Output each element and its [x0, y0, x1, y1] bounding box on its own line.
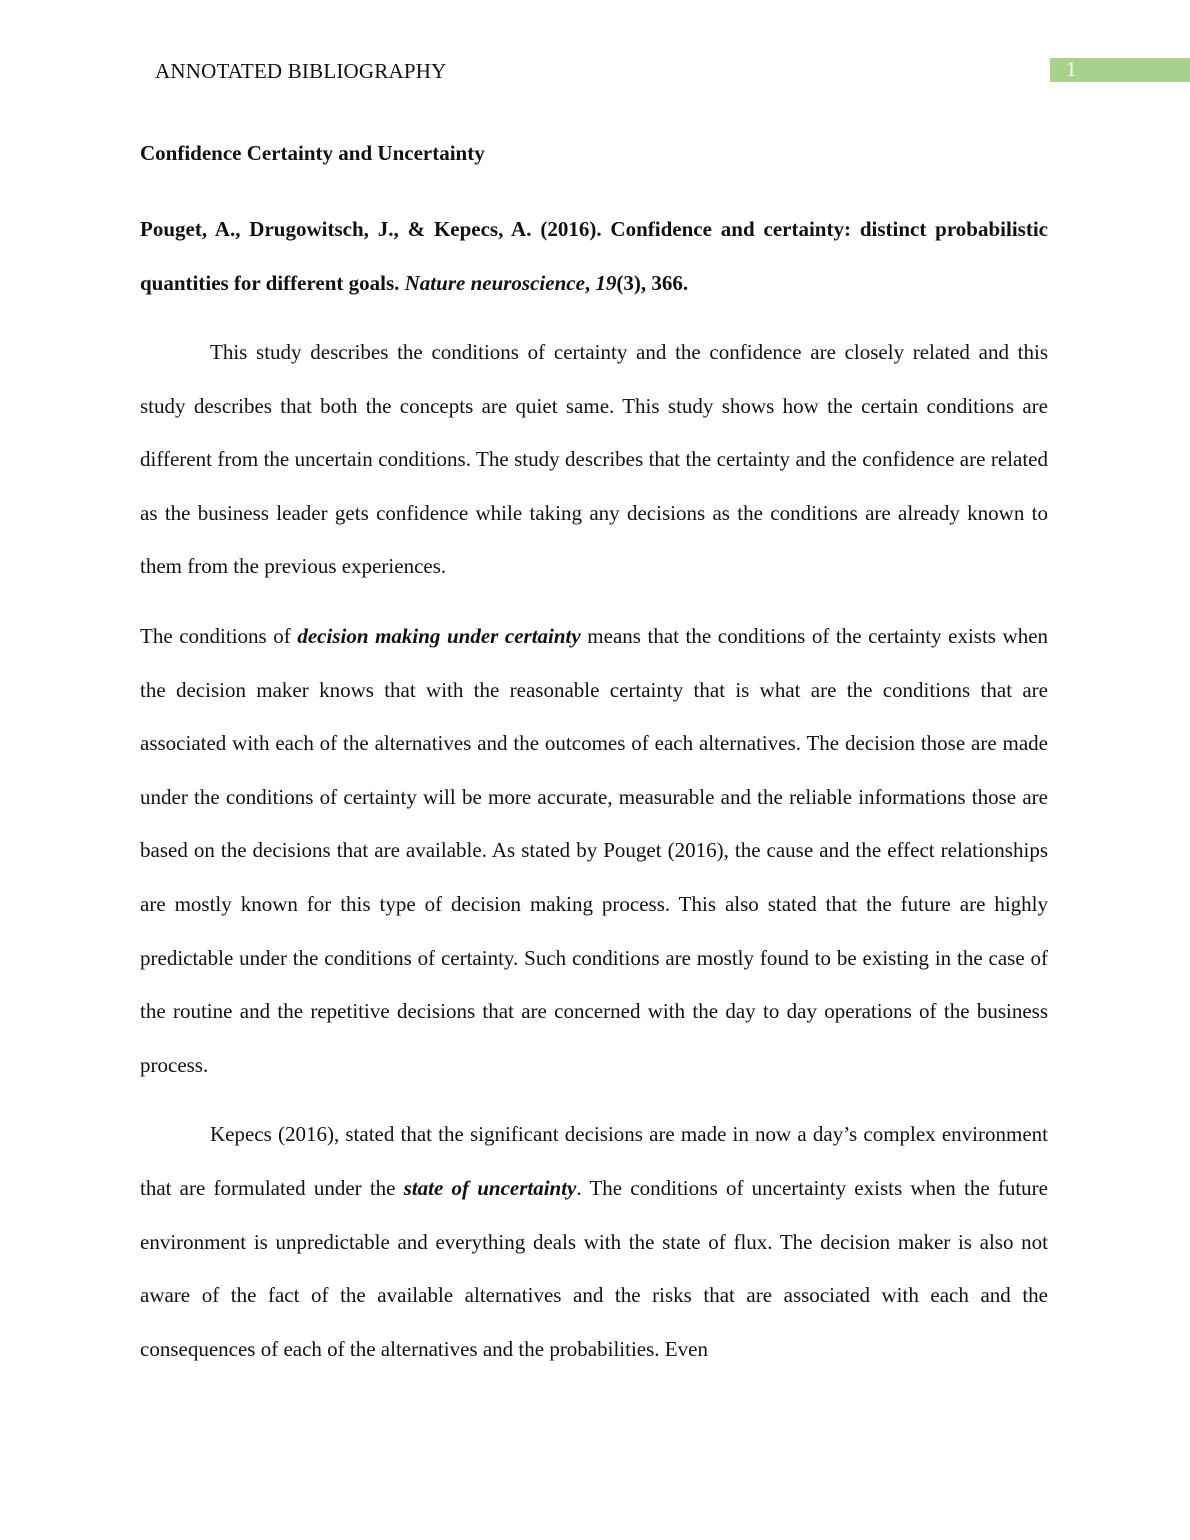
- citation-journal: Nature neuroscience: [404, 270, 585, 295]
- section-heading: Confidence Certainty and Uncertainty: [140, 141, 485, 165]
- page-number: 1: [1066, 57, 1077, 81]
- citation-separator: ,: [584, 270, 596, 295]
- paragraph-2: [140, 610, 1048, 1092]
- document-body: [140, 136, 1048, 1376]
- citation-volume: 19: [595, 270, 617, 295]
- paragraph-2-rest: means that the conditions of the certainty exists when the decision maker knows that with the reasonable certainty that is what are the conditions that are associated with each of the alternatives and the outcomes of each alternatives. The decision those are made under the conditions of certainty will be more accurate, measurable and the reliable informations those are based on the decisions that are available. As stated by Pouget (2016), the cause and the effect relationships are mostly known for this type of decision making process. This also stated that the future are highly predictable under the conditions of certainty. Such conditions are mostly found to be existing in the case of the routine and the repetitive decisions that are concerned with the day to day operations of the business process.: [140, 623, 1049, 1077]
- citation-authors-title: Pouget, A., Drugowitsch, J., & Kepecs, A. (2016). Confidence and certainty: distinct probabilistic quantities for different goals.: [140, 217, 1048, 295]
- paragraph-1: This study describes the conditions of certainty and the confidence are closely related and this study describes that both the concepts are quiet same. This study shows how the certain conditions are different from the uncertain conditions. The study describes that the certainty and the confidence are related as the business leader gets confidence while taking any decisions as the conditions are already known to them from the previous experiences.: [140, 340, 1048, 579]
- paragraph-3-rest: . The conditions of uncertainty exists when the future environment is unpredictable and everything deals with the state of flux. The decision maker is also not aware of the fact of the available alternatives and the risks that are associated with each and the consequences of each of the alternatives and the probabilities. Even: [140, 1175, 1048, 1361]
- citation-issue-pages: (3), 366.: [616, 270, 689, 295]
- page-number-bar: [1050, 58, 1190, 82]
- paragraph-3: [140, 1108, 1048, 1376]
- citation: [140, 203, 1048, 310]
- paragraph-2-emphasis: decision making under certainty: [297, 623, 581, 648]
- running-head: ANNOTATED BIBLIOGRAPHY: [155, 59, 447, 83]
- paragraph-3-emphasis: state of uncertainty: [403, 1175, 577, 1200]
- paragraph-3-lead: Kepecs (2016), stated that the significant decisions are made in now a day’s complex environment that are formulated under the: [140, 1122, 1048, 1200]
- paragraph-2-lead: The conditions of: [140, 623, 298, 648]
